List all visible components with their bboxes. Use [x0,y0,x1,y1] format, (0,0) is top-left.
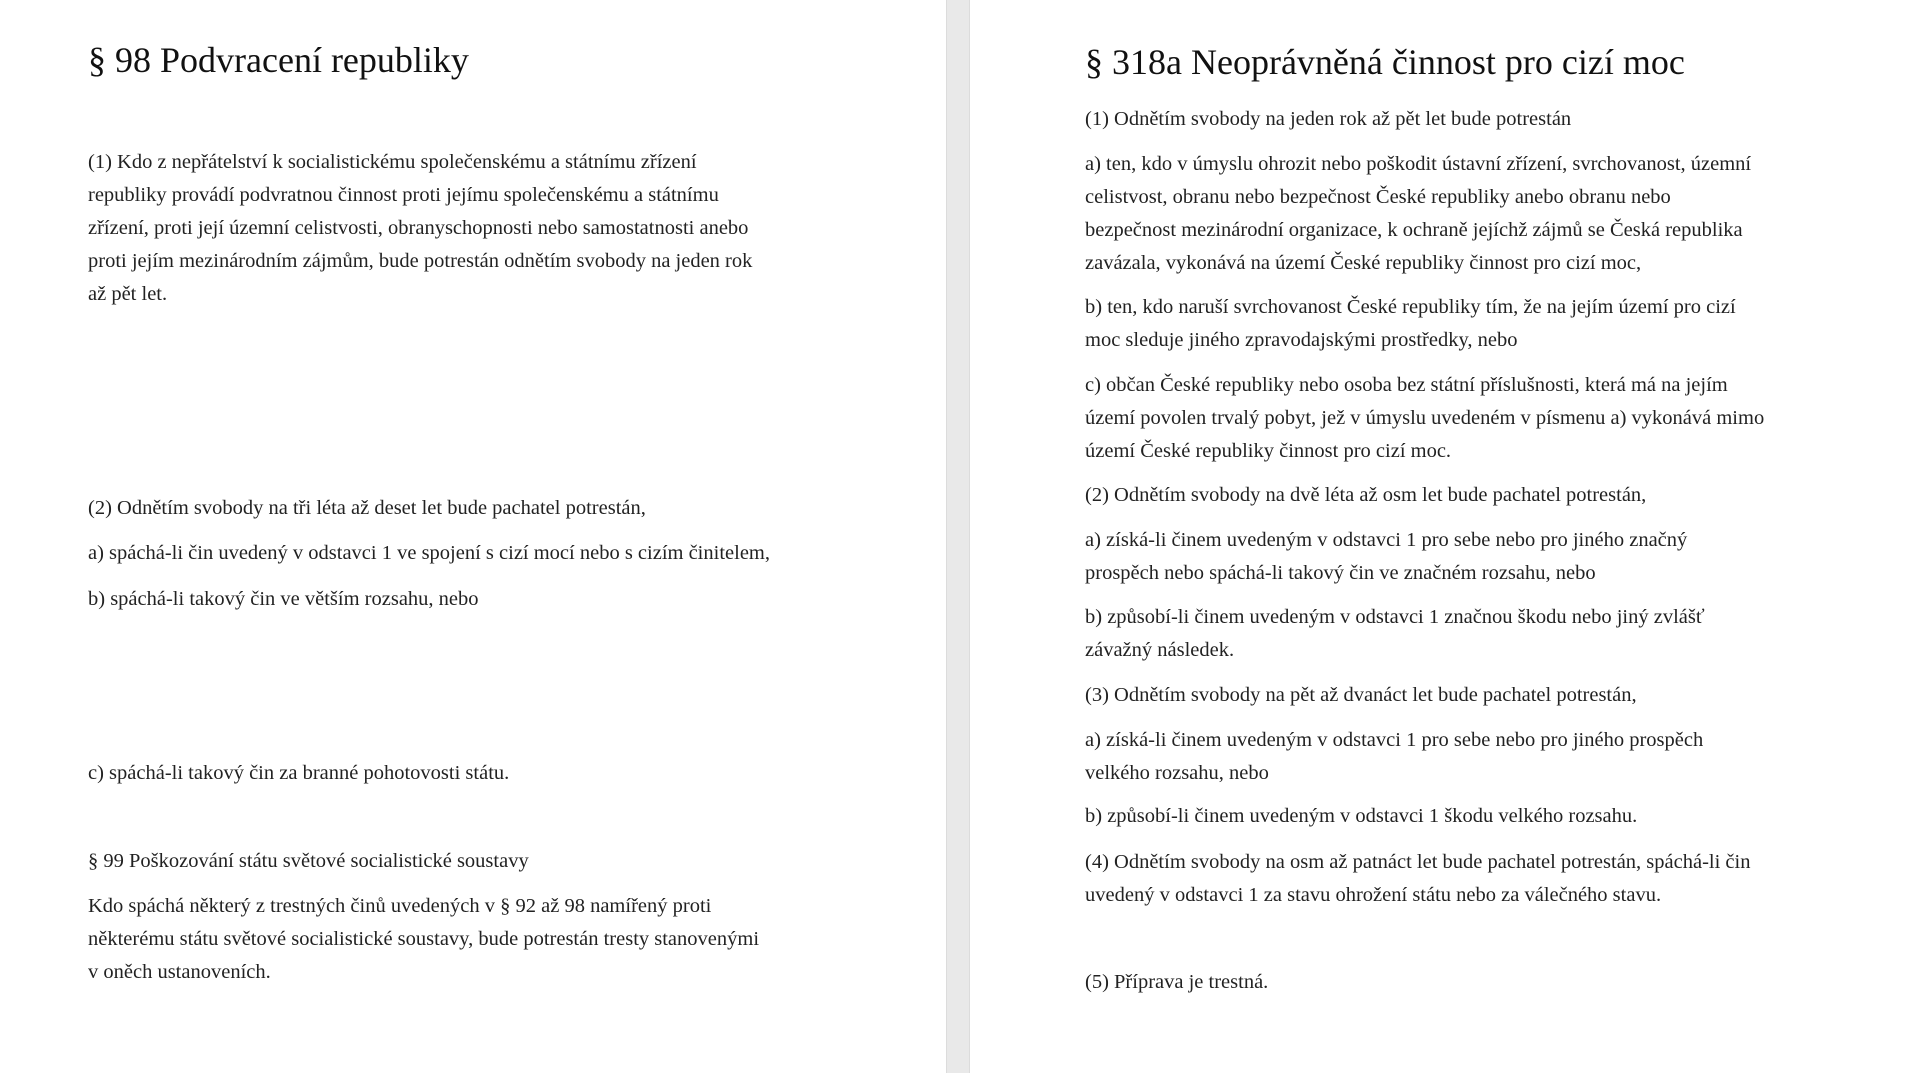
text-line: b) ten, kdo naruší svrchovanost České republiky tím, že na jejím území pro cizí [1085,296,1736,318]
section-318a-heading: § 318a Neoprávněná činnost pro cizí moc [1085,42,1685,82]
text-line: a) získá-li činem uvedeným v odstavci 1 pro sebe nebo pro jiného značný [1085,529,1688,551]
section-98-paragraph-2-item-c: c) spáchá-li takový čin za branné pohotovosti státu. [88,762,510,784]
text-line: uvedený v odstavci 1 za stavu ohrožení státu nebo za válečného stavu. [1085,884,1662,906]
text-line: Kdo spáchá některý z trestných činů uvedených v § 92 až 98 namířený proti [88,895,712,917]
section-318a-paragraph-3-item-a [1085,724,1845,790]
text-line: moc sleduje jiného zpravodajskými prostředky, nebo [1085,329,1518,351]
section-98-paragraph-1 [88,146,848,311]
text-line: a) ten, kdo v úmyslu ohrozit nebo poškodit ústavní zřízení, svrchovanost, územní [1085,153,1752,175]
section-98-paragraph-2-intro: (2) Odnětím svobody na tři léta až deset let bude pachatel potrestán, [88,497,646,519]
section-318a-paragraph-2-item-b [1085,601,1845,667]
section-98-paragraph-2-item-a: a) spáchá-li čin uvedený v odstavci 1 ve spojení s cizí mocí nebo s cizím činitelem, [88,542,770,564]
section-318a-paragraph-1-item-a [1085,148,1845,280]
section-99-paragraph [88,890,848,989]
text-line: zřízení, proti její územní celistvosti, obranyschopnosti nebo samostatnosti anebo [88,217,749,239]
section-318a-paragraph-2-item-a [1085,524,1845,590]
text-line: bezpečnost mezinárodní organizace, k ochraně jejíchž zájmů se Česká republika [1085,219,1743,241]
section-98-paragraph-2-item-b: b) spáchá-li takový čin ve větším rozsahu, nebo [88,588,479,610]
text-line: c) občan České republiky nebo osoba bez státní příslušnosti, která má na jejím [1085,374,1728,396]
left-document-page [0,0,946,1073]
text-line: (1) Kdo z nepřátelství k socialistickému společenskému a státnímu zřízení [88,151,697,173]
section-98-heading: § 98 Podvracení republiky [88,40,469,80]
section-318a-paragraph-4 [1085,846,1845,912]
text-line: některému státu světové socialistické soustavy, bude potrestán tresty stanovenými [88,928,760,950]
text-line: b) způsobí-li činem uvedeným v odstavci 1 značnou škodu nebo jiný zvlášť [1085,606,1705,628]
text-line: velkého rozsahu, nebo [1085,762,1269,784]
section-318a-paragraph-1-item-c [1085,369,1845,468]
section-318a-paragraph-1-intro: (1) Odnětím svobody na jeden rok až pět let bude potrestán [1085,108,1572,130]
section-318a-paragraph-1-item-b [1085,291,1845,357]
text-line: zavázala, vykonává na území České republiky činnost pro cizí moc, [1085,252,1642,274]
text-line: v oněch ustanoveních. [88,961,271,983]
text-line: závažný následek. [1085,639,1235,661]
section-318a-paragraph-3-intro: (3) Odnětím svobody na pět až dvanáct let bude pachatel potrestán, [1085,684,1637,706]
right-document-page [970,0,1920,1073]
page-gutter [946,0,970,1073]
text-line: až pět let. [88,283,168,305]
text-line: republiky provádí podvratnou činnost proti jejímu společenskému a státnímu [88,184,719,206]
section-318a-paragraph-5: (5) Příprava je trestná. [1085,971,1269,993]
text-line: území České republiky činnost pro cizí moc. [1085,440,1452,462]
text-line: proti jejím mezinárodním zájmům, bude potrestán odnětím svobody na jeden rok [88,250,753,272]
text-line: celistvost, obranu nebo bezpečnost České republiky anebo obranu nebo [1085,186,1671,208]
text-line: a) získá-li činem uvedeným v odstavci 1 pro sebe nebo pro jiného prospěch [1085,729,1704,751]
text-line: území povolen trvalý pobyt, jež v úmyslu uvedeném v písmenu a) vykonává mimo [1085,407,1765,429]
text-line: prospěch nebo spáchá-li takový čin ve značném rozsahu, nebo [1085,562,1596,584]
text-line: (4) Odnětím svobody na osm až patnáct let bude pachatel potrestán, spáchá-li čin [1085,851,1751,873]
section-318a-paragraph-3-item-b: b) způsobí-li činem uvedeným v odstavci 1 škodu velkého rozsahu. [1085,805,1638,827]
section-99-heading: § 99 Poškozování státu světové socialistické soustavy [88,850,529,872]
section-318a-paragraph-2-intro: (2) Odnětím svobody na dvě léta až osm let bude pachatel potrestán, [1085,484,1647,506]
